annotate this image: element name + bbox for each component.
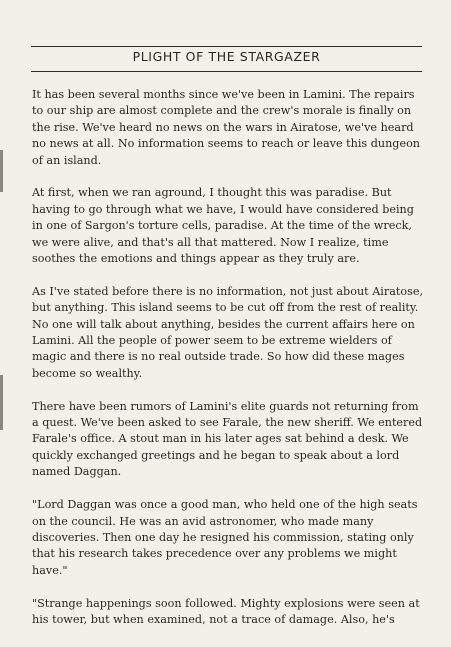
document-body: [32, 87, 427, 645]
document-title: PLIGHT OF THE STARGAZER: [132, 49, 321, 64]
paragraph: There have been rumors of Lamini's elite guards not returning from a quest. We've been asked to see Farale, the new sheriff. We entered Farale's office. A stout man in his later ages sat behind a desk. We quickly exchanged greetings and he began to speak about a lord named Daggan.: [32, 399, 423, 479]
paragraph: "Strange happenings soon followed. Mighty explosions were seen at his tower, but when examined, not a trace of damage. Also, he's: [32, 596, 420, 626]
paragraph: At first, when we ran aground, I thought this was paradise. But having to go through what we have, I would have considered being in one of Sargon's torture cells, paradise. At the time of the wreck, we were alive, and that's all that mattered. Now I realize, time soothes the emotions and things appear as they truly are.: [32, 186, 414, 266]
page-edge-mark: [0, 375, 3, 430]
paragraph: "Lord Daggan was once a good man, who held one of the high seats on the council. He was an avid astronomer, who made many discoveries. Then one day he resigned his commission, stating only that his research takes precedence over any problems we might have.": [32, 498, 418, 577]
paragraph: As I've stated before there is no information, not just about Airatose, but anything. This island seems to be cut off from the rest of reality. No one will talk about anything, besides the current affairs here on Lamini. All the people of power seem to be extreme wielders of magic and there is no real outside trade. So how did these mages become so wealthy.: [32, 284, 424, 380]
page-edge-mark: [0, 150, 3, 192]
title-rule-bottom: [31, 71, 422, 72]
paragraph: It has been several months since we've been in Lamini. The repairs to our ship are almost complete and the crew's morale is finally on the rise. We've heard no news on the wars in Airatose, we've heard no news at all. No information seems to reach or leave this dungeon of an island.: [32, 88, 421, 167]
title-rule-top: [31, 46, 422, 47]
